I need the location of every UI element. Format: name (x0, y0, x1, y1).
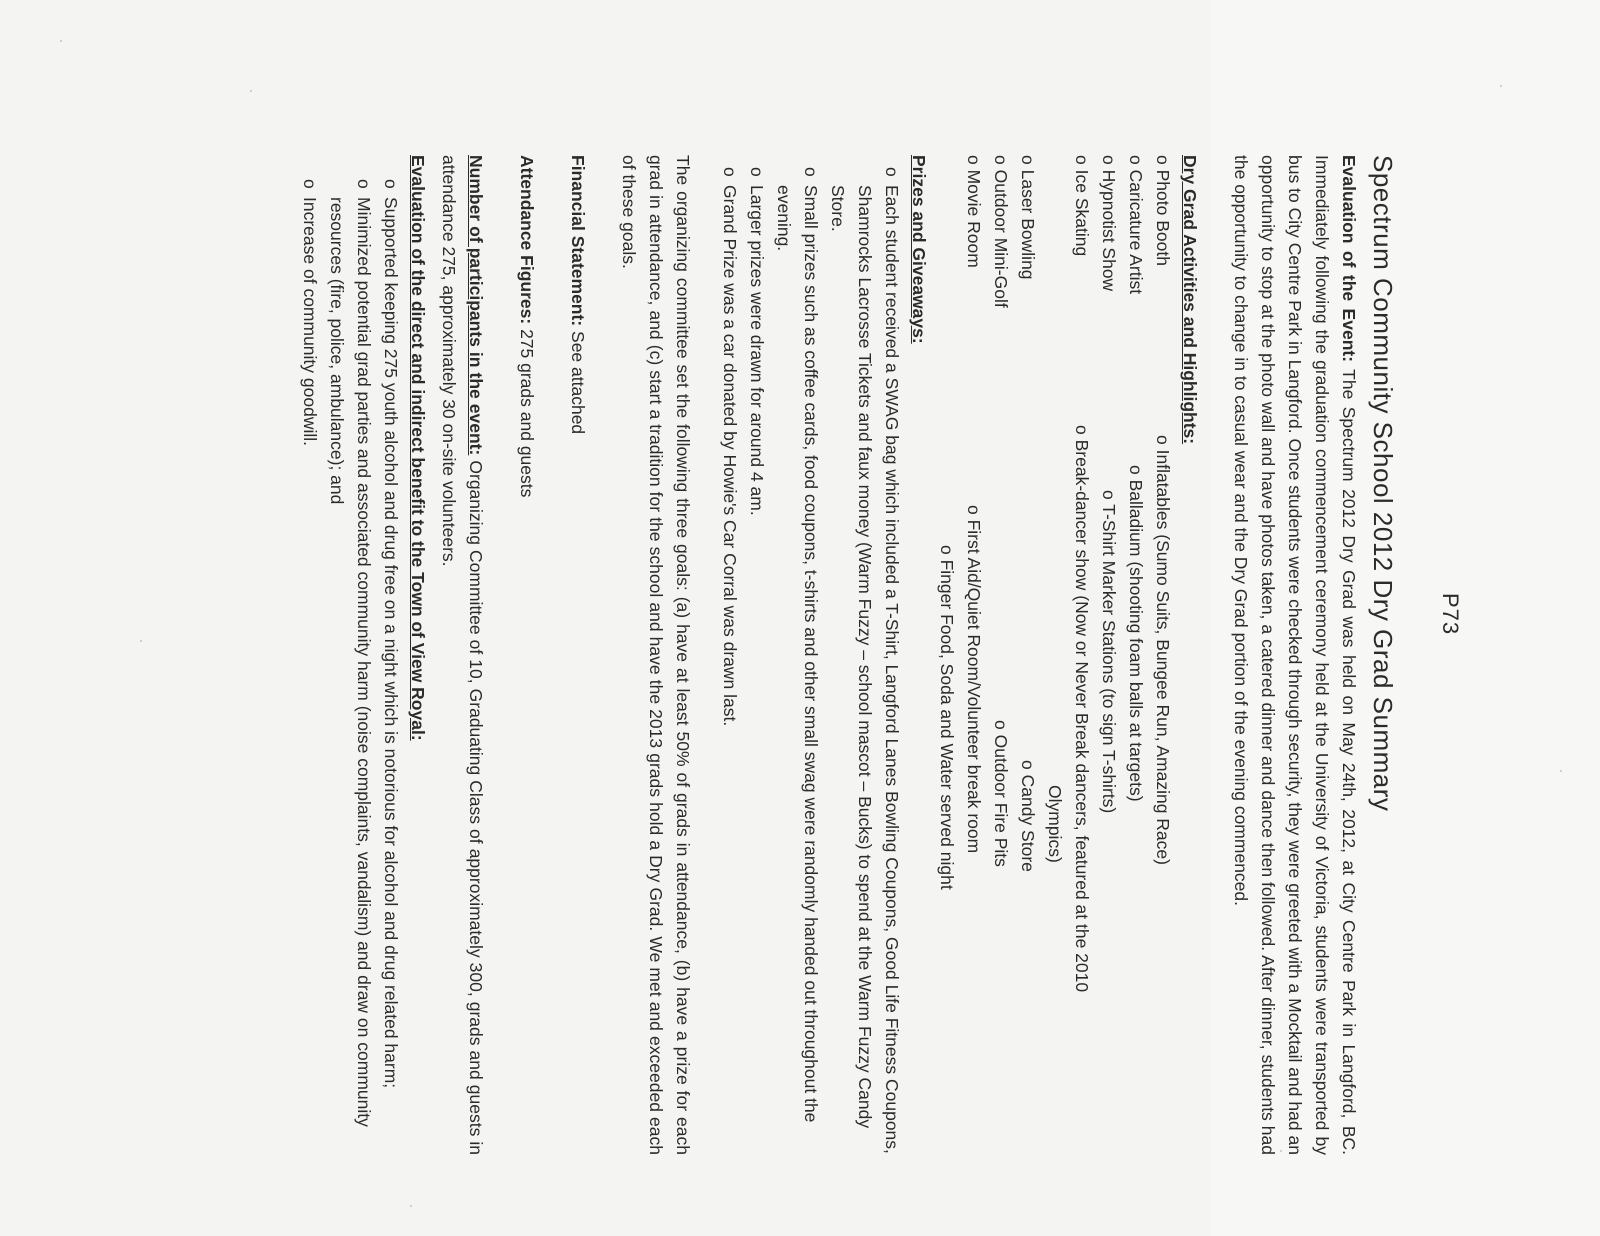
evaluation-paragraph (1227, 155, 1362, 1155)
benefit-heading: Evaluation of the direct and indirect benefit to the Town of View Royal: (408, 155, 428, 741)
scan-speck (1500, 85, 1502, 87)
scan-speck (140, 640, 142, 642)
benefit-item: o Supported keeping 275 youth alcohol and drug free on a night which is notorious for alcohol and drug related harm; (381, 179, 401, 1089)
activity-item: o Laser Bowling (1018, 155, 1038, 280)
activity-item: o Inflatables (Sumo Suits, Bungee Run, Amazing Race) (1153, 435, 1173, 865)
rotated-document (160, 155, 1463, 1156)
activity-item: o Ice Skating (1072, 155, 1092, 257)
scan-speck (250, 90, 252, 92)
activity-item: Olympics) (1045, 785, 1065, 863)
activity-item: o Movie Room (964, 155, 984, 268)
evaluation-text: The Spectrum 2012 Dry Grad was held on May 24th, 2012, at City Centre Park in Langford, BC. Immediately following the graduation commencement ceremony held at the University of Victoria, students were transported by bus to City Centre Park in Langford. Once students were checked through security, they were greeted with a Mocktail and had an opportunity to stop at the photo wall and have photos taken, a catered dinner and dance then followed. After dinner, students had the opportunity to change in to casual wear and the Dry Grad portion of the evening commenced. (1231, 155, 1359, 1156)
prize-item: o Grand Prize was a car donated by Howie's Car Corral was drawn last. (720, 167, 740, 727)
activity-item: o T-Shirt Marker Stations (to sign T-shirts) (1099, 490, 1119, 814)
page-title: Spectrum Community School 2012 Dry Grad Summary (1368, 155, 1398, 812)
evaluation-label: Evaluation of the Event: (1339, 155, 1359, 363)
activity-item: o Caricature Artist (1126, 155, 1146, 295)
scan-speck (1560, 770, 1562, 772)
prizes-list (716, 155, 905, 1155)
activity-item: o Finger Food, Soda and Water served night (937, 545, 957, 890)
activity-item: o Hypnotist Show (1099, 155, 1119, 292)
activities-col-1 (1068, 155, 1176, 294)
page-number: P73 (1438, 593, 1463, 636)
prize-item: o Each student received a SWAG bag which included a T-Shirt, Langford Lanes Bowling Coupons, Good Life Fitness Coupons, Shamrocks Lacrosse Tickets and faux money (Warm Fuzzy – school mascot – Bucks) to spend at the Warm Fuzzy Candy Store. (828, 167, 902, 1154)
activity-item: o First Aid/Quiet Room/Volunteer break room (964, 505, 984, 854)
activities-section (937, 155, 1176, 1155)
benefit-list (296, 155, 404, 1155)
activity-item: o Candy Store (1018, 760, 1038, 872)
scan-speck (410, 1205, 412, 1207)
attendance-figures: Attendance Figures: 275 grads and guests (517, 155, 537, 498)
activity-item: o Balladium (shooting foam balls at targets) (1126, 465, 1146, 802)
activity-item: o Outdoor Fire Pits (991, 720, 1011, 867)
benefit-item: o Increase of community goodwill. (300, 179, 320, 446)
activity-item: o Photo Booth (1153, 155, 1173, 266)
prizes-heading: Prizes and Giveaways: (909, 155, 929, 344)
participants-paragraph: Number of participants in the event: Organizing Committee of 10, Graduating Class of approximately 300, grads and guests in attendance 275, approximately 30 on-site volunteers. (439, 155, 486, 1155)
benefit-item: o Minimized potential grad parties and associated community harm (noise complaints, vandalism) and draw on community resources (fire, police, ambulance); and (327, 179, 374, 1127)
prize-item: o Larger prizes were drawn for around 4 am. (747, 167, 767, 516)
prize-item: o Small prizes such as coffee cards, food coupons, t-shirts and other small swag were randomly handed out throughout the evening. (774, 167, 821, 1123)
financial-statement: Financial Statement: See attached (568, 155, 588, 435)
activities-heading: Dry Grad Activities and Highlights: (1180, 155, 1200, 445)
activities-col-2 (960, 155, 1041, 308)
activity-item: o Break-dancer show (Now or Never Break dancers, featured at the 2010 (1072, 425, 1092, 993)
scan-speck (60, 40, 62, 42)
goals-paragraph: The organizing committee set the following three goals: (a) have at least 50% of grads in attendance, (b) have a prize for each grad in attendance, and (c) start a tradition for the school and have the 2013 grads hold a Dry Grad. We met and exceeded each of these goals. (619, 155, 693, 1155)
activity-item: o Outdoor Mini-Golf (991, 155, 1011, 308)
